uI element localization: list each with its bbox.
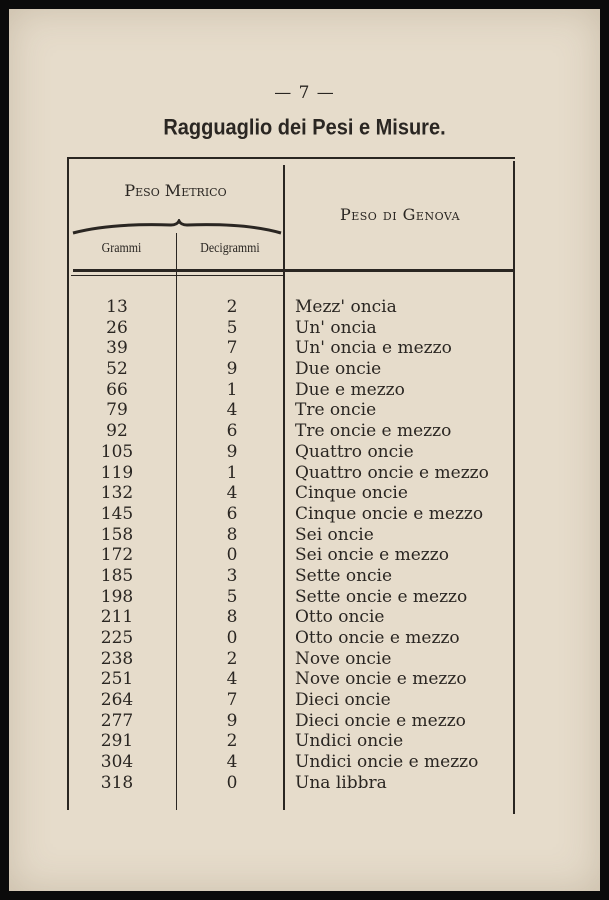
table-row [67, 442, 515, 463]
table-row [67, 297, 515, 318]
grammi-cell: 185 [100, 565, 134, 586]
genova-cell: Sette oncie [295, 565, 393, 586]
grammi-cell: 119 [100, 462, 134, 483]
table-top-rule [67, 157, 515, 159]
grammi-cell: 26 [106, 317, 128, 338]
table-row [67, 400, 515, 421]
table-body [67, 297, 515, 794]
table-row [67, 504, 515, 525]
genova-cell: Una libbra [295, 772, 387, 793]
table-row [67, 607, 515, 628]
table-row [67, 380, 515, 401]
genova-cell: Cinque oncie [295, 483, 408, 504]
genova-cell: Mezz' oncia [295, 297, 397, 317]
decigrammi-cell: 3 [226, 565, 238, 586]
genova-cell: Dieci oncie e mezzo [295, 710, 466, 731]
grammi-cell: 264 [100, 690, 134, 711]
genova-cell: Otto oncie e mezzo [295, 628, 460, 648]
grammi-cell: 304 [100, 752, 134, 773]
decigrammi-cell: 8 [226, 524, 238, 545]
table-row [67, 525, 515, 546]
table-row [67, 649, 515, 670]
genova-cell: Undici oncie e mezzo [295, 752, 479, 773]
decigrammi-cell: 0 [226, 772, 238, 793]
genova-cell: Undici oncie [295, 731, 404, 752]
genova-cell: Tre oncie [295, 400, 377, 421]
decigrammi-cell: 5 [226, 586, 238, 607]
decigrammi-cell: 4 [226, 752, 238, 773]
decigrammi-cell: 7 [226, 338, 238, 359]
grammi-cell: 211 [100, 607, 134, 628]
genova-cell: Un' oncia e mezzo [295, 338, 452, 359]
genova-cell: Sei oncie e mezzo [295, 545, 449, 566]
genova-cell: Due e mezzo [295, 379, 405, 400]
grammi-cell: 238 [100, 648, 134, 669]
genova-cell: Quattro oncie e mezzo [295, 462, 489, 483]
grammi-cell: 318 [100, 772, 134, 793]
genova-cell: Un' oncia [295, 317, 377, 338]
decigrammi-cell: 4 [226, 669, 238, 690]
grammi-cell: 158 [100, 524, 134, 545]
decigrammi-cell: 9 [226, 441, 238, 462]
subheader-decigrammi: Decigrammi [200, 241, 260, 256]
genova-cell: Nove oncie [295, 648, 392, 669]
table-row [67, 773, 515, 794]
decigrammi-cell: 4 [226, 400, 238, 421]
grammi-cell: 277 [100, 710, 134, 731]
table-row [67, 545, 515, 566]
decigrammi-cell: 1 [226, 379, 238, 400]
page-number: — 7 — [274, 83, 335, 103]
decigrammi-cell: 9 [226, 359, 238, 380]
decigrammi-cell: 1 [226, 462, 238, 483]
decigrammi-cell: 2 [226, 648, 238, 669]
table-row [67, 359, 515, 380]
grammi-cell: 291 [100, 731, 134, 752]
decigrammi-cell: 4 [226, 483, 238, 504]
table-row [67, 711, 515, 732]
grammi-cell: 132 [100, 483, 134, 504]
table-row [67, 463, 515, 484]
grammi-cell: 198 [100, 586, 134, 607]
book-page [9, 9, 600, 891]
grammi-cell: 52 [106, 359, 128, 380]
decigrammi-cell: 0 [226, 628, 238, 648]
genova-cell: Sei oncie [295, 524, 374, 545]
header-bottom-rule [73, 269, 513, 272]
header-peso-metrico: Peso Metrico [124, 181, 227, 200]
decigrammi-cell: 9 [226, 710, 238, 731]
decigrammi-cell: 8 [226, 607, 238, 628]
grammi-cell: 79 [106, 400, 128, 421]
decigrammi-cell: 0 [226, 545, 238, 566]
subheader-grammi: Grammi [101, 241, 142, 256]
subheader-top-rule [71, 275, 283, 276]
decigrammi-cell: 2 [226, 731, 238, 752]
grammi-cell: 145 [100, 503, 134, 524]
genova-cell: Otto oncie [295, 607, 385, 628]
decigrammi-cell: 2 [226, 297, 238, 317]
grammi-cell: 105 [100, 441, 134, 462]
table-row [67, 338, 515, 359]
table-row [67, 483, 515, 504]
table-row [67, 318, 515, 339]
table-row [67, 421, 515, 442]
table-row [67, 731, 515, 752]
grammi-cell: 39 [106, 338, 128, 359]
genova-cell: Due oncie [295, 359, 382, 380]
genova-cell: Dieci oncie [295, 690, 391, 711]
grammi-cell: 251 [100, 669, 134, 690]
genova-cell: Quattro oncie [295, 441, 414, 462]
table-row [67, 587, 515, 608]
decigrammi-cell: 5 [226, 317, 238, 338]
brace-decoration [71, 219, 283, 235]
table-row [67, 566, 515, 587]
decigrammi-cell: 7 [226, 690, 238, 711]
genova-cell: Cinque oncie e mezzo [295, 503, 484, 524]
decigrammi-cell: 6 [226, 421, 238, 442]
grammi-cell: 172 [100, 545, 134, 566]
genova-cell: Sette oncie e mezzo [295, 586, 468, 607]
conversion-table [67, 157, 515, 810]
genova-cell: Tre oncie e mezzo [295, 421, 452, 442]
table-row [67, 669, 515, 690]
genova-cell: Nove oncie e mezzo [295, 669, 467, 690]
table-row [67, 628, 515, 649]
grammi-cell: 92 [106, 421, 128, 442]
grammi-cell: 13 [106, 297, 128, 317]
table-row [67, 690, 515, 711]
decigrammi-cell: 6 [226, 503, 238, 524]
header-peso-genova: Peso di Genova [339, 205, 461, 224]
table-row [67, 752, 515, 773]
grammi-cell: 66 [106, 379, 128, 400]
page-title: Ragguaglio dei Pesi e Misure. [163, 115, 446, 141]
grammi-cell: 225 [100, 628, 134, 648]
